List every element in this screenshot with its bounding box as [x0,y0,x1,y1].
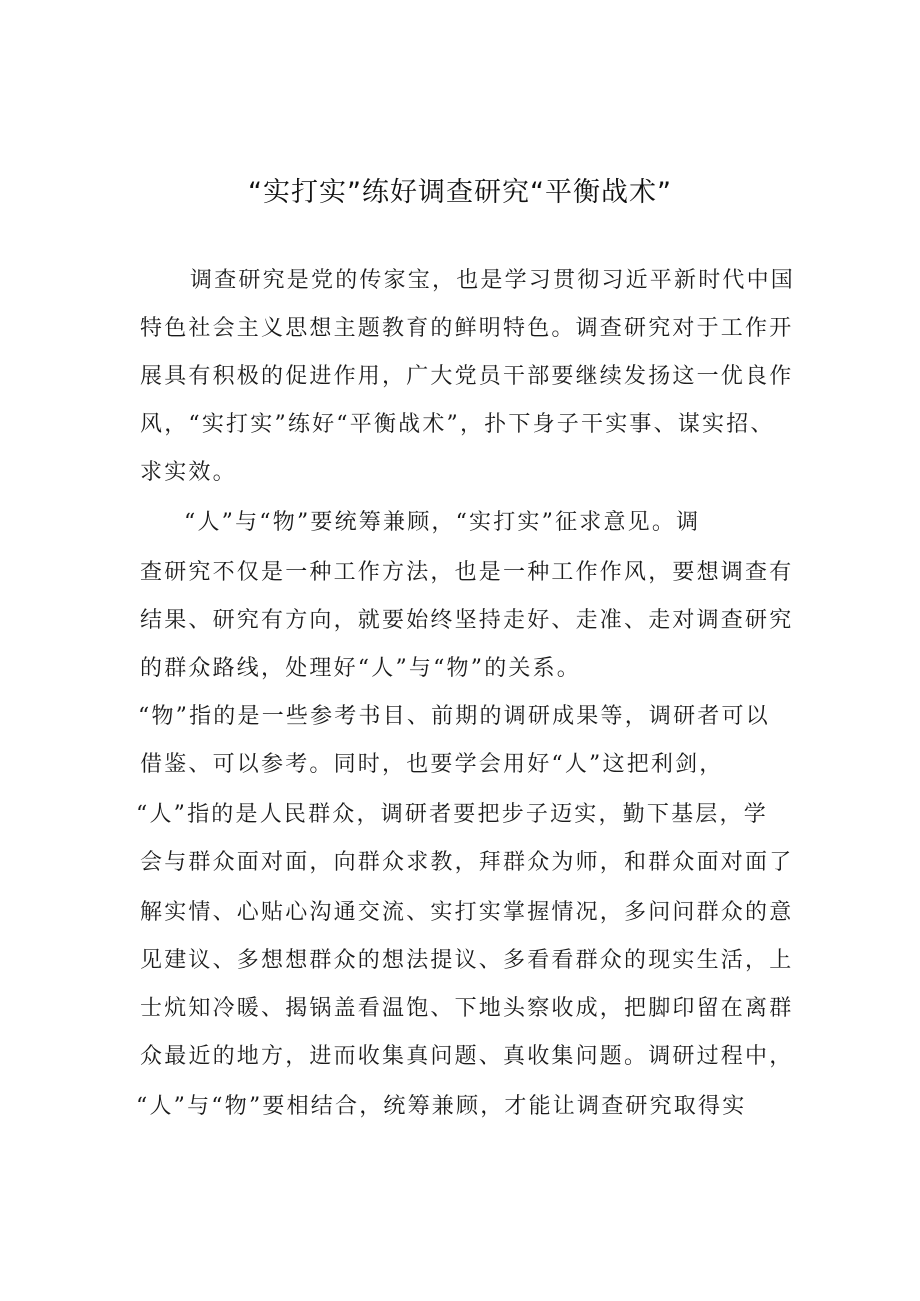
body-line: 结果、研究有方向，就要始终坚持走好、走准、走对调查研究 [140,608,794,633]
body-line: 借鉴、可以参考。同时，也要学会用好“人”这把利剑， [140,752,724,777]
body-line: 会与群众面对面，向群众求教，拜群众为师，和群众面对面了 [140,850,794,875]
body-line: 调查研究是党的传家宝，也是学习贯彻习近平新时代中国 [190,268,796,293]
body-line: 众最近的地方，进而收集真问题、真收集问题。调研过程中， [140,1044,794,1069]
body-line: “人”与“物”要统筹兼顾，“实打实”征求意见。调 [184,510,701,535]
body-line: 特色社会主义思想主题教育的鲜明特色。调查研究对于工作开 [140,316,794,341]
body-line: 见建议、多想想群众的想法提议、多看看群众的现实生活，上 [140,948,794,973]
body-line: “物”指的是一些参考书目、前期的调研成果等，调研者可以 [138,704,770,729]
body-line: “人”与“物”要相结合，统筹兼顾，才能让调查研究取得实 [136,1094,747,1119]
body-line: 解实情、心贴心沟通交流、实打实掌握情况，多问问群众的意 [140,900,794,925]
document-title: “实打实”练好调查研究“平衡战术” [248,177,672,208]
body-line: 风，“实打实”练好“平衡战术”，扑下身子干实事、谋实招、 [140,412,775,437]
body-line: 的群众路线，处理好“人”与“物”的关系。 [140,656,581,681]
body-line: 查研究不仅是一种工作方法，也是一种工作作风，要想调查有 [140,560,794,585]
body-line: “人”指的是人民群众，调研者要把步子迈实，勤下基层，学 [136,802,768,827]
body-line: 士炕知冷暖、揭锅盖看温饱、下地头察收成，把脚印留在离群 [140,996,794,1021]
body-line: 展具有积极的促进作用，广大党员干部要继续发扬这一优良作 [140,364,794,389]
body-line: 求实效。 [140,460,237,485]
